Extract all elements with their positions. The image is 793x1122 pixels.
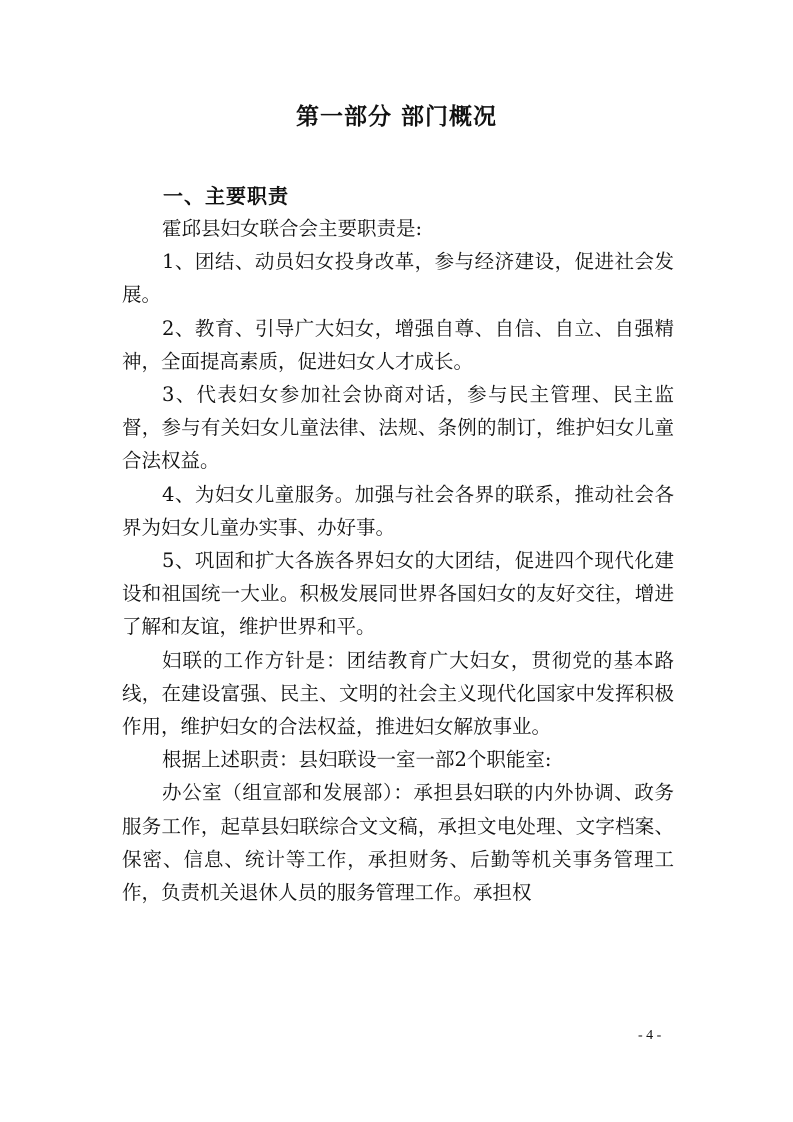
paragraph-intro: 霍邱县妇女联合会主要职责是: xyxy=(162,217,423,240)
paragraph-duty-3: 3、代表妇女参加社会协商对话，参与民主管理、民主监督，参与有关妇女儿童法律、法规、条例的制订，维护妇女儿童合法权益。 xyxy=(122,383,674,473)
paragraph-departments: 根据上述职责：县妇联设一室一部2个职能室: xyxy=(162,748,552,772)
paragraph-duty-2: 2、教育、引导广大妇女，增强自尊、自信、自立、自强精神，全面提高素质，促进妇女人才成长。 xyxy=(122,316,674,373)
page-title: 第一部分 部门概况 xyxy=(295,104,497,130)
paragraph-duty-5: 5、巩固和扩大各族各界妇女的大团结，促进四个现代化建设和祖国统一大业。积极发展同世界各国妇女的友好交往，增进了解和友谊，维护世界和平。 xyxy=(122,549,674,639)
section-heading: 一、主要职责 xyxy=(163,184,289,208)
paragraph-duty-4: 4、为妇女儿童服务。加强与社会各界的联系，推动社会各界为妇女儿童办实事、办好事。 xyxy=(122,482,674,539)
page-number: - 4 - xyxy=(638,1028,662,1043)
paragraph-duty-1: 1、团结、动员妇女投身改革，参与经济建设，促进社会发展。 xyxy=(122,250,674,307)
paragraph-office: 办公室（组宣部和发展部）：承担县妇联的内外协调、政务服务工作，起草县妇联综合文文稿，承担文电处理、文字档案、保密、信息、统计等工作，承担财务、后勤等机关事务管理工作，负责机关退休人员的服务管理工作。承担权 xyxy=(122,781,674,905)
paragraph-work-policy: 妇联的工作方针是：团结教育广大妇女，贯彻党的基本路线，在建设富强、民主、文明的社会主义现代化国家中发挥积极作用，维护妇女的合法权益，推进妇女解放事业。 xyxy=(122,648,674,739)
body-text xyxy=(122,212,674,909)
